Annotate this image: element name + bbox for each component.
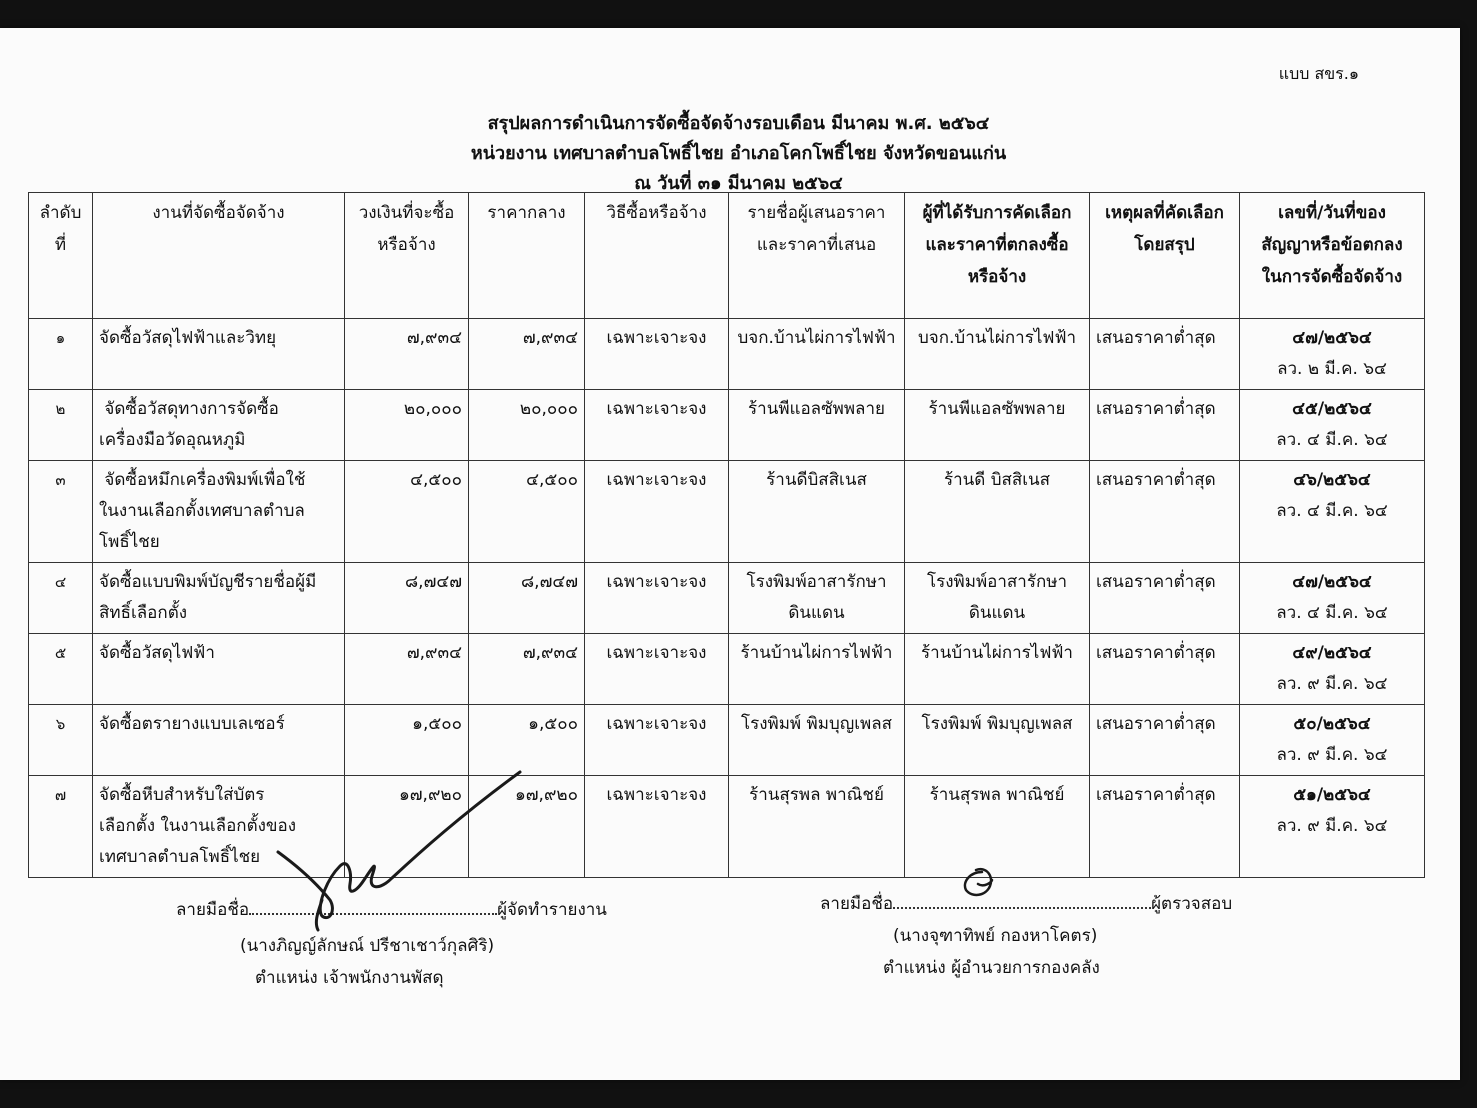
contract-cell-line: ลว. ๒ มี.ค. ๖๔	[1277, 359, 1387, 379]
selected-cell	[905, 634, 1090, 705]
task-cell-line: จัดซื้อหมึกเครื่องพิมพ์เพื่อใช้	[99, 470, 306, 490]
column-header	[29, 193, 93, 319]
contract-cell-line: ๕๑/๒๕๖๔	[1293, 785, 1371, 805]
row-number: ๒	[29, 390, 93, 461]
task-cell	[93, 461, 345, 563]
task-cell-line: จัดซื้อวัสดุไฟฟ้าและวิทยุ	[99, 328, 277, 348]
contract-cell-line: ลว. ๙ มี.ค. ๖๔	[1276, 674, 1388, 694]
contract-cell	[1240, 634, 1425, 705]
median-price-cell: ๒๐,๐๐๐	[469, 390, 585, 461]
contract-cell	[1240, 705, 1425, 776]
method-cell: เฉพาะเจาะจง	[585, 319, 729, 390]
column-header-line: โดยสรุป	[1134, 235, 1195, 255]
column-header	[905, 193, 1090, 319]
budget-cell: ๒๐,๐๐๐	[345, 390, 469, 461]
column-header-line: ที่	[54, 235, 67, 255]
signature-dotted-line	[249, 909, 497, 915]
task-cell-line: จัดซื้อวัสดุทางการจัดซื้อ	[99, 399, 279, 419]
contract-cell-line: ลว. ๙ มี.ค. ๖๔	[1276, 816, 1388, 836]
column-header-line: รายชื่อผู้เสนอราคา	[747, 203, 886, 223]
bidders-cell-line: ร้านพีแอลซัพพลาย	[748, 399, 885, 419]
task-cell-line: เครื่องมือวัดอุณหภูมิ	[99, 430, 246, 450]
preparer-name: (นางภิญญ์ลักษณ์ ปรีชาเชาว์กุลศิริ)	[240, 936, 495, 956]
column-header-line: วิธีซื้อหรือจ้าง	[606, 203, 707, 223]
method-cell: เฉพาะเจาะจง	[585, 705, 729, 776]
preparer-sign-prefix: ลายมือชื่อ	[176, 900, 250, 920]
report-title: สรุปผลการดำเนินการจัดซื้อจัดจ้างรอบเดือน มีนาคม พ.ศ. ๒๕๖๔	[487, 113, 990, 134]
task-cell-line: จัดซื้อตรายางแบบเลเซอร์	[99, 714, 285, 734]
selected-cell	[905, 776, 1090, 878]
contract-cell-line: ลว. ๔ มี.ค. ๖๔	[1276, 430, 1388, 450]
selected-cell	[905, 461, 1090, 563]
median-price-cell: ๔,๕๐๐	[469, 461, 585, 563]
row-number: ๖	[29, 705, 93, 776]
table-row	[29, 563, 1425, 634]
method-cell: เฉพาะเจาะจง	[585, 461, 729, 563]
selected-cell-line: ร้านพีแอลซัพพลาย	[928, 399, 1066, 419]
selected-cell	[905, 319, 1090, 390]
row-number: ๔	[29, 563, 93, 634]
column-header	[585, 193, 729, 319]
contract-cell	[1240, 390, 1425, 461]
reason-cell: เสนอราคาต่ำสุด	[1090, 319, 1240, 390]
task-cell-line: เลือกตั้ง ในงานเลือกตั้งของ	[99, 816, 297, 836]
column-header	[469, 193, 585, 319]
column-header	[729, 193, 905, 319]
contract-cell	[1240, 776, 1425, 878]
task-cell-line: เทศบาลตำบลโพธิ์ไชย	[99, 847, 261, 867]
bidders-cell	[729, 563, 905, 634]
table-row	[29, 705, 1425, 776]
bidders-cell-line: โรงพิมพ์อาสารักษา	[746, 572, 887, 592]
column-header-line: ราคากลาง	[487, 203, 566, 223]
method-cell: เฉพาะเจาะจง	[585, 390, 729, 461]
task-cell-line: ในงานเลือกตั้งเทศบาลตำบล	[99, 501, 305, 521]
column-header-line: เลขที่/วันที่ของ	[1278, 203, 1386, 223]
column-header-line: ผู้ที่ได้รับการคัดเลือก	[922, 203, 1072, 223]
contract-cell-line: ๔๗/๒๕๖๔	[1292, 572, 1372, 592]
budget-cell: ๗,๙๓๔	[345, 634, 469, 705]
checker-sign-prefix: ลายมือชื่อ	[820, 894, 894, 914]
budget-cell: ๑๗,๙๒๐	[345, 776, 469, 878]
contract-cell-line: ลว. ๔ มี.ค. ๖๔	[1276, 501, 1388, 521]
task-cell	[93, 319, 345, 390]
column-header-line: และราคาที่เสนอ	[756, 235, 877, 255]
task-cell	[93, 705, 345, 776]
table-row	[29, 319, 1425, 390]
contract-cell	[1240, 563, 1425, 634]
column-header-line: ลำดับ	[39, 203, 82, 223]
checker-role: ผู้ตรวจสอบ	[1151, 894, 1233, 914]
bidders-cell	[729, 634, 905, 705]
median-price-cell: ๑๗,๙๒๐	[469, 776, 585, 878]
selected-cell-line: โรงพิมพ์ พิมบุญเพลส	[921, 714, 1073, 734]
signature-dotted-line	[893, 903, 1151, 909]
bidders-cell-line: บจก.บ้านไผ่การไฟฟ้า	[737, 328, 896, 348]
contract-cell-line: ลว. ๔ มี.ค. ๖๔	[1276, 603, 1388, 623]
reason-cell: เสนอราคาต่ำสุด	[1090, 705, 1240, 776]
checker-name: (นางจุฑาทิพย์ กองหาโคตร)	[893, 926, 1098, 946]
budget-cell: ๑,๕๐๐	[345, 705, 469, 776]
preparer-position: ตำแหน่ง เจ้าพนักงานพัสดุ	[255, 968, 444, 988]
column-header-line: เหตุผลที่คัดเลือก	[1105, 203, 1224, 223]
bidders-cell-line: ดินแดน	[788, 603, 845, 623]
selected-cell-line: ร้านดี บิสสิเนส	[943, 470, 1051, 490]
preparer-signature	[176, 896, 607, 923]
budget-cell: ๗,๙๓๔	[345, 319, 469, 390]
selected-cell	[905, 390, 1090, 461]
contract-cell	[1240, 461, 1425, 563]
column-header-line: หรือจ้าง	[377, 235, 436, 255]
form-code: แบบ สขร.๑	[1278, 64, 1359, 83]
bidders-cell-line: ร้านบ้านไผ่การไฟฟ้า	[740, 643, 893, 663]
bidders-cell	[729, 776, 905, 878]
column-header	[1240, 193, 1425, 319]
checker-sign-line	[820, 890, 1232, 917]
table-header-row	[29, 193, 1425, 319]
task-cell	[93, 563, 345, 634]
row-number: ๗	[29, 776, 93, 878]
bidders-cell-line: โรงพิมพ์ พิมบุญเพลส	[740, 714, 893, 734]
column-header-line: งานที่จัดซื้อจัดจ้าง	[152, 203, 285, 223]
column-header-line: สัญญาหรือข้อตกลง	[1261, 235, 1403, 255]
selected-cell	[905, 705, 1090, 776]
contract-cell-line: ๔๗/๒๕๖๔	[1292, 328, 1372, 348]
table-row	[29, 634, 1425, 705]
row-number: ๑	[29, 319, 93, 390]
task-cell-line: จัดซื้อหีบสำหรับใส่บัตร	[99, 785, 265, 805]
bidders-cell	[729, 390, 905, 461]
procurement-table	[28, 192, 1425, 878]
method-cell: เฉพาะเจาะจง	[585, 563, 729, 634]
contract-cell-line: ๕๐/๒๕๖๔	[1293, 714, 1371, 734]
task-cell-line: จัดซื้อวัสดุไฟฟ้า	[99, 643, 215, 663]
selected-cell-line: ดินแดน	[968, 603, 1026, 623]
task-cell	[93, 634, 345, 705]
median-price-cell: ๗,๙๓๔	[469, 634, 585, 705]
row-number: ๕	[29, 634, 93, 705]
contract-cell	[1240, 319, 1425, 390]
selected-cell-line: โรงพิมพ์อาสารักษา	[926, 572, 1068, 592]
column-header	[93, 193, 345, 319]
bidders-cell	[729, 319, 905, 390]
column-header-line: และราคาที่ตกลงซื้อ	[925, 235, 1069, 255]
column-header-line: วงเงินที่จะซื้อ	[358, 203, 455, 223]
contract-cell-line: ๔๖/๒๕๖๔	[1293, 470, 1371, 490]
checker-signature	[820, 890, 1232, 917]
report-date: ณ วันที่ ๓๑ มีนาคม ๒๕๖๔	[634, 173, 843, 194]
bidders-cell-line: ร้านสุรพล พาณิชย์	[749, 785, 884, 805]
method-cell: เฉพาะเจาะจง	[585, 776, 729, 878]
budget-cell: ๘,๗๔๗	[345, 563, 469, 634]
budget-cell: ๔,๕๐๐	[345, 461, 469, 563]
selected-cell-line: บจก.บ้านไผ่การไฟฟ้า	[917, 328, 1077, 348]
row-number: ๓	[29, 461, 93, 563]
task-cell	[93, 776, 345, 878]
median-price-cell: ๑,๕๐๐	[469, 705, 585, 776]
reason-cell: เสนอราคาต่ำสุด	[1090, 461, 1240, 563]
column-header	[1090, 193, 1240, 319]
bidders-cell	[729, 461, 905, 563]
selected-cell-line: ร้านสุรพล พาณิชย์	[929, 785, 1065, 805]
median-price-cell: ๗,๙๓๔	[469, 319, 585, 390]
contract-cell-line: ๔๕/๒๕๖๔	[1292, 399, 1372, 419]
reason-cell: เสนอราคาต่ำสุด	[1090, 563, 1240, 634]
reason-cell: เสนอราคาต่ำสุด	[1090, 634, 1240, 705]
bidders-cell	[729, 705, 905, 776]
column-header-line: หรือจ้าง	[967, 267, 1027, 287]
method-cell: เฉพาะเจาะจง	[585, 634, 729, 705]
task-cell-line: โพธิ์ไชย	[99, 532, 160, 552]
task-cell-line: สิทธิ์เลือกตั้ง	[99, 603, 188, 623]
column-header-line: ในการจัดซื้อจัดจ้าง	[1261, 267, 1403, 287]
task-cell-line: จัดซื้อแบบพิมพ์บัญชีรายชื่อผู้มี	[99, 572, 317, 592]
preparer-role: ผู้จัดทำรายงาน	[497, 900, 607, 920]
reason-cell: เสนอราคาต่ำสุด	[1090, 776, 1240, 878]
preparer-sign-line	[176, 896, 607, 923]
table-body	[29, 319, 1425, 878]
contract-cell-line: ๔๙/๒๕๖๔	[1292, 643, 1372, 663]
table-row	[29, 461, 1425, 563]
median-price-cell: ๘,๗๔๗	[469, 563, 585, 634]
bidders-cell-line: ร้านดีบิสสิเนส	[766, 470, 867, 490]
contract-cell-line: ลว. ๙ มี.ค. ๖๔	[1276, 745, 1388, 765]
reason-cell: เสนอราคาต่ำสุด	[1090, 390, 1240, 461]
selected-cell-line: ร้านบ้านไผ่การไฟฟ้า	[921, 643, 1073, 663]
checker-position: ตำแหน่ง ผู้อำนวยการกองคลัง	[883, 958, 1100, 978]
agency-line: หน่วยงาน เทศบาลตำบลโพธิ์ไชย อำเภอโคกโพธิ์ไชย จังหวัดขอนแก่น	[470, 143, 1007, 164]
table-row	[29, 390, 1425, 461]
selected-cell	[905, 563, 1090, 634]
task-cell	[93, 390, 345, 461]
table-row	[29, 776, 1425, 878]
column-header	[345, 193, 469, 319]
